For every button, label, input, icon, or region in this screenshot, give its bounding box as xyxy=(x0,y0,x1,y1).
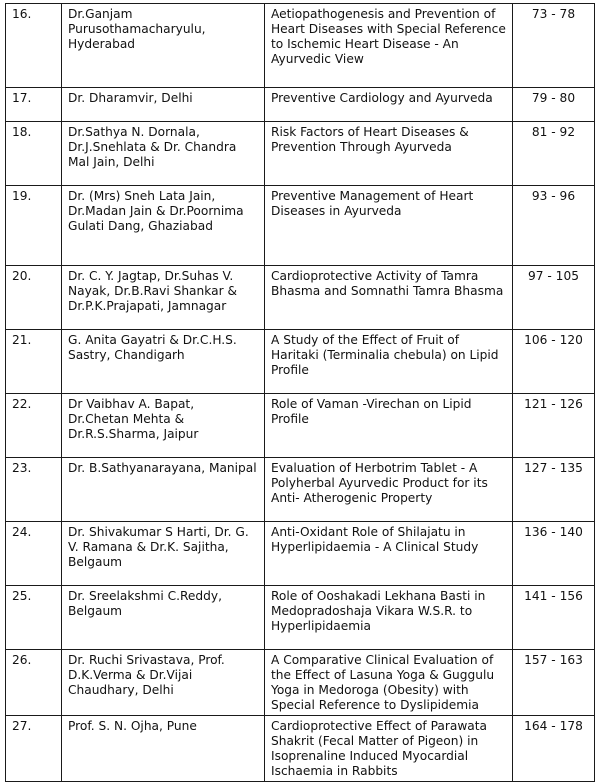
entry-authors: Dr. Dharamvir, Delhi xyxy=(62,88,265,122)
entry-authors: G. Anita Gayatri & Dr.C.H.S. Sastry, Chandigarh xyxy=(62,330,265,394)
entry-pages: 97 - 105 xyxy=(513,266,595,330)
table-row xyxy=(6,394,595,458)
entry-pages: 164 - 178 xyxy=(513,716,595,782)
entry-number: 20. xyxy=(6,266,62,330)
table-row xyxy=(6,88,595,122)
entry-number: 21. xyxy=(6,330,62,394)
entry-authors: Dr. C. Y. Jagtap, Dr.Suhas V. Nayak, Dr.B.Ravi Shankar & Dr.P.K.Prajapati, Jamnagar xyxy=(62,266,265,330)
entry-pages: 136 - 140 xyxy=(513,522,595,586)
entry-authors: Dr.Ganjam Purusothamacharyulu, Hyderabad xyxy=(62,4,265,88)
entry-title: Cardioprotective Effect of Parawata Shakrit (Fecal Matter of Pigeon) in Isoprenaline Induced Myocardial Ischaemia in Rabbits xyxy=(265,716,513,782)
entry-pages: 106 - 120 xyxy=(513,330,595,394)
entry-pages: 127 - 135 xyxy=(513,458,595,522)
table-row xyxy=(6,522,595,586)
entry-pages: 73 - 78 xyxy=(513,4,595,88)
entry-title: Evaluation of Herbotrim Tablet - A Polyherbal Ayurvedic Product for its Anti- Atherogenic Property xyxy=(265,458,513,522)
entry-title: A Study of the Effect of Fruit of Haritaki (Terminalia chebula) on Lipid Profile xyxy=(265,330,513,394)
entry-pages: 81 - 92 xyxy=(513,122,595,186)
entry-pages: 157 - 163 xyxy=(513,650,595,716)
table-row xyxy=(6,650,595,716)
entry-authors: Dr Vaibhav A. Bapat, Dr.Chetan Mehta & Dr.R.S.Sharma, Jaipur xyxy=(62,394,265,458)
entry-number: 19. xyxy=(6,186,62,266)
contents-table xyxy=(5,3,595,782)
table-row xyxy=(6,122,595,186)
entry-authors: Dr.Sathya N. Dornala, Dr.J.Snehlata & Dr. Chandra Mal Jain, Delhi xyxy=(62,122,265,186)
entry-number: 22. xyxy=(6,394,62,458)
entry-number: 18. xyxy=(6,122,62,186)
table-row xyxy=(6,4,595,88)
table-row xyxy=(6,458,595,522)
entry-number: 17. xyxy=(6,88,62,122)
entry-number: 27. xyxy=(6,716,62,782)
entry-number: 26. xyxy=(6,650,62,716)
entry-pages: 79 - 80 xyxy=(513,88,595,122)
table-row xyxy=(6,586,595,650)
entry-title: Risk Factors of Heart Diseases & Prevention Through Ayurveda xyxy=(265,122,513,186)
entry-authors: Dr. Shivakumar S Harti, Dr. G. V. Ramana & Dr.K. Sajitha, Belgaum xyxy=(62,522,265,586)
entry-title: A Comparative Clinical Evaluation of the Effect of Lasuna Yoga & Guggulu Yoga in Medoroga (Obesity) with Special Reference to Dyslipidemia xyxy=(265,650,513,716)
entry-title: Anti-Oxidant Role of Shilajatu in Hyperlipidaemia - A Clinical Study xyxy=(265,522,513,586)
entry-number: 24. xyxy=(6,522,62,586)
entry-pages: 121 - 126 xyxy=(513,394,595,458)
entry-title: Preventive Cardiology and Ayurveda xyxy=(265,88,513,122)
entry-pages: 93 - 96 xyxy=(513,186,595,266)
entry-authors: Dr. B.Sathyanarayana, Manipal xyxy=(62,458,265,522)
entry-authors: Dr. Sreelakshmi C.Reddy, Belgaum xyxy=(62,586,265,650)
table-row xyxy=(6,186,595,266)
entry-title: Role of Vaman -Virechan on Lipid Profile xyxy=(265,394,513,458)
entry-pages: 141 - 156 xyxy=(513,586,595,650)
entry-authors: Prof. S. N. Ojha, Pune xyxy=(62,716,265,782)
table-row xyxy=(6,266,595,330)
entry-number: 23. xyxy=(6,458,62,522)
table-row xyxy=(6,330,595,394)
entry-title: Role of Ooshakadi Lekhana Basti in Medopradoshaja Vikara W.S.R. to Hyperlipidaemia xyxy=(265,586,513,650)
entry-title: Preventive Management of Heart Diseases in Ayurveda xyxy=(265,186,513,266)
entry-authors: Dr. Ruchi Srivastava, Prof. D.K.Verma & Dr.Vijai Chaudhary, Delhi xyxy=(62,650,265,716)
entry-title: Cardioprotective Activity of Tamra Bhasma and Somnathi Tamra Bhasma xyxy=(265,266,513,330)
table-row xyxy=(6,716,595,782)
entry-number: 16. xyxy=(6,4,62,88)
entry-number: 25. xyxy=(6,586,62,650)
entry-authors: Dr. (Mrs) Sneh Lata Jain, Dr.Madan Jain & Dr.Poornima Gulati Dang, Ghaziabad xyxy=(62,186,265,266)
entry-title: Aetiopathogenesis and Prevention of Heart Diseases with Special Reference to Ischemic Heart Disease - An Ayurvedic View xyxy=(265,4,513,88)
